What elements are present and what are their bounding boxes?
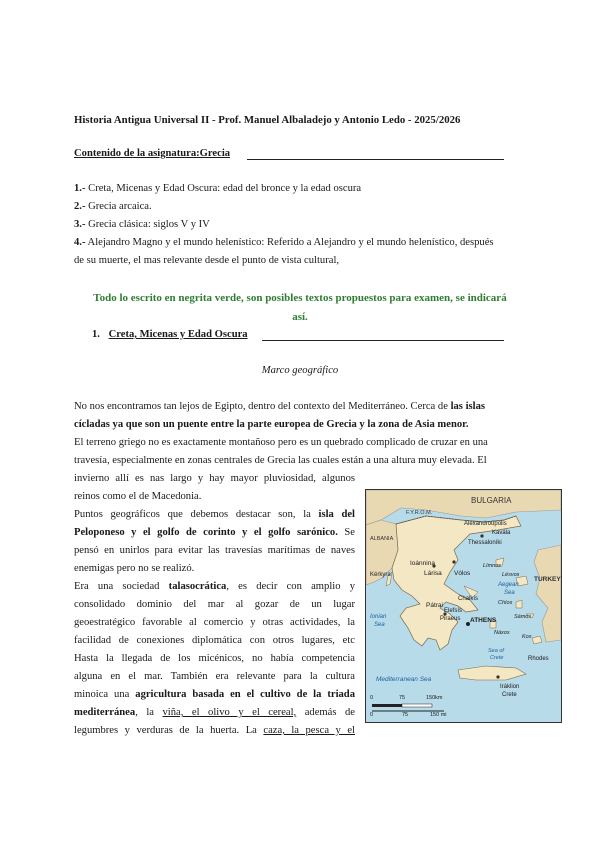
label-alexandroupolis: Alexandroúpolis	[464, 521, 507, 527]
label-ioannina: Ioánnina	[410, 560, 435, 567]
p2-line-4: reinos como el de Macedonia.	[74, 491, 202, 502]
label-lesvos: Lésvos	[502, 572, 520, 578]
label-fyrom: F.Y.R.O.M.	[406, 510, 433, 516]
p3-line-4: enemigas pero no se realizó.	[74, 563, 195, 574]
contents-list	[74, 180, 534, 270]
item-number: 2.-	[74, 201, 86, 212]
section-rule	[262, 340, 504, 341]
p1-bold: las islas	[450, 401, 486, 412]
paragraph-1	[74, 398, 526, 470]
city-dot	[480, 534, 483, 537]
label-sea-of: Sea of	[488, 648, 504, 654]
p4-text-5: además de	[296, 707, 355, 718]
item-text: Grecia clásica: siglos V y IV	[85, 219, 210, 230]
label-naxos: Náxos	[494, 630, 510, 636]
p4-line-2: consolidado dominio del mar al gozar de un lugar	[74, 599, 355, 610]
label-volos: Vólos	[454, 570, 471, 577]
left-column	[74, 470, 355, 740]
exam-note-line-1: Todo lo escrito en negrita verde, son posibles textos propuestos para examen, se indicará	[93, 292, 507, 304]
label-turkey: TURKEY	[534, 576, 561, 583]
label-aegean-sea: Sea	[504, 590, 515, 596]
subtitle: Marco geográfico	[261, 365, 339, 376]
p4-bold: talasocrática	[168, 581, 227, 592]
p4-text-6: legumbres y verduras de la huerta. La	[74, 725, 264, 736]
p3-bold: isla del	[318, 509, 355, 520]
city-dot	[452, 560, 455, 563]
item-text: Alejandro Magno y el mundo helenístico: Referido a Alejandro y el mundo helenístico, después	[85, 237, 494, 248]
contents-item-1	[74, 180, 534, 198]
label-ionian-sea: Sea	[374, 622, 385, 628]
contents-item-2	[74, 198, 534, 216]
p4-bold-3: mediterránea	[74, 707, 136, 718]
p4-line-4: facilidad de conexiones diplomática con otros lugares, etc	[74, 635, 355, 646]
p4-text: Era una sociedad	[74, 581, 169, 592]
label-thessaloniki: Thessaloníki	[468, 540, 502, 546]
label-kerkyra: Kérkyra	[370, 572, 391, 578]
p4-underline: viña, el olivo y el cereal,	[162, 707, 297, 718]
contents-item-4-cont: de su muerte, el mas relevante desde el punto de vista cultural,	[74, 255, 340, 266]
label-piraeus: Piraeus	[440, 616, 461, 622]
p2-line-2: travesía, especialmente en zonas centrales de Grecia las cuales están a una altura muy elevada. El	[74, 455, 487, 466]
city-dot	[496, 675, 499, 678]
label-aegean: Aegean	[498, 582, 519, 588]
item-text: Grecia arcaica.	[85, 201, 152, 212]
p3-bold-cont: Peloponeso y el golfo de corinto y el golfo sarónico.	[74, 527, 338, 538]
p4-line-3: geoestratégico favorable al comercio y otras actividades, la	[74, 617, 355, 628]
label-larisa: Lárisa	[424, 570, 442, 577]
section-title	[92, 326, 248, 344]
label-mediterranean: Mediterranean Sea	[376, 676, 432, 683]
exam-note-line-2: así.	[292, 311, 308, 323]
page-header: Historia Antigua Universal II - Prof. Manuel Albaladejo y Antonio Ledo - 2025/2026	[74, 114, 461, 126]
label-chalkis: Chalkís	[458, 596, 479, 602]
p4-line-6: alguna en el mar. También era relevante para la cultura	[74, 671, 355, 682]
contents-heading-text: Contenido de la asignatura:Grecia	[74, 148, 231, 159]
p4-bold-2: agricultura basada en el cultivo de la triada	[135, 689, 356, 700]
item-number: 4.-	[74, 237, 86, 248]
contents-item-4	[74, 234, 534, 252]
label-crete: Crete	[502, 692, 517, 698]
p2-line-3: invierno allí es nas largo y hay mayor pluviosidad, algunos	[74, 473, 355, 484]
label-ionian: Ionian	[370, 614, 387, 620]
scale-mi-150: 150 mi	[430, 712, 447, 718]
label-rhodes: Rhodes	[528, 656, 549, 662]
p1-bold-cont: cícladas ya que son un puente entre la parte europea de Grecia y la zona de Asia menor.	[74, 419, 469, 430]
label-kos: Kos	[522, 634, 532, 640]
p3-se: Se	[337, 527, 355, 538]
p4-text-3: minoica una	[74, 689, 136, 700]
label-patrai: Pátrai	[426, 602, 443, 609]
label-samos: Sámos	[514, 614, 532, 620]
p3-line-3: pensó en unirlos para evitar las travesías marítimas de naves	[74, 545, 355, 556]
p4-line-5: Hasta la llegada de los micénicos, no había competencia	[74, 653, 355, 664]
label-chios: Chíos	[498, 600, 513, 606]
p4-text-4: , la	[135, 707, 163, 718]
label-iraklion: Iráklion	[500, 684, 520, 690]
section-number: 1.	[92, 329, 100, 340]
scale-km-0: 0	[370, 695, 374, 701]
scale-mi-0: 0	[370, 712, 374, 718]
p4-text-2: , es decir con amplio y	[226, 581, 355, 592]
label-athens: ATHENS	[470, 617, 497, 624]
scale-km-150: 150km	[426, 695, 443, 701]
p2-line-1: El terreno griego no es exactamente montañoso pero es un quebrado complicado de cruzar en una	[74, 437, 488, 448]
p4-underline-2: caza, la pesca y el	[263, 725, 355, 736]
item-text: Creta, Micenas y Edad Oscura: edad del bronce y la edad oscura	[85, 183, 362, 194]
label-limnos: Límnos	[483, 563, 502, 569]
section-title-text: Creta, Micenas y Edad Oscura	[108, 329, 248, 340]
contents-item-3	[74, 216, 534, 234]
exam-note	[74, 289, 526, 327]
label-sea-of-crete: Crete	[490, 655, 504, 661]
p1-text: No nos encontramos tan lejos de Egipto, dentro del contexto del Mediterráneo. Cerca de	[74, 401, 451, 412]
p3-text: Puntos geográficos que debemos destacar son, la	[74, 509, 319, 520]
contents-heading	[74, 145, 504, 163]
scale-mi-75: 75	[402, 712, 409, 718]
greece-map	[365, 489, 562, 723]
item-number: 3.-	[74, 219, 86, 230]
label-kavala: Kavála	[492, 530, 511, 536]
item-number: 1.-	[74, 183, 86, 194]
label-albania: ALBANIA	[370, 536, 394, 542]
heading-rule	[247, 159, 504, 160]
scale-km-75: 75	[399, 695, 406, 701]
label-elefsis: Elefsís	[444, 608, 463, 614]
label-bulgaria: BULGARIA	[471, 496, 512, 505]
